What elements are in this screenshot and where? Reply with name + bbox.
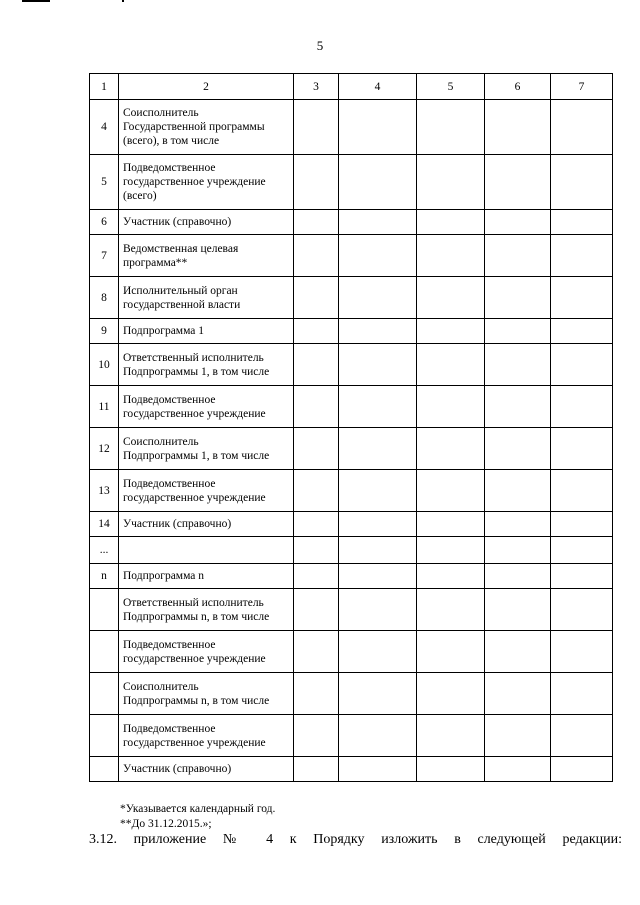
- value-cell-col-6: [485, 537, 551, 564]
- value-cell-col-4: [339, 319, 417, 344]
- table-row: [90, 210, 613, 235]
- value-cell-col-4: [339, 512, 417, 537]
- row-number-cell: 13: [90, 470, 119, 512]
- row-label-cell: Подпрограмма n: [119, 564, 294, 589]
- value-cell-col-6: [485, 757, 551, 782]
- value-cell-col-5: [417, 631, 485, 673]
- value-cell-col-3: [294, 673, 339, 715]
- value-cell-col-6: [485, 344, 551, 386]
- row-label-cell: Ответственный исполнитель Подпрограммы 1, в том числе: [119, 344, 294, 386]
- value-cell-col-6: [485, 319, 551, 344]
- value-cell-col-3: [294, 428, 339, 470]
- row-label-cell: Ведомственная целевая программа**: [119, 235, 294, 277]
- column-header-7: 7: [551, 74, 613, 100]
- row-number-cell: n: [90, 564, 119, 589]
- value-cell-col-5: [417, 277, 485, 319]
- row-number-cell: [90, 673, 119, 715]
- value-cell-col-5: [417, 673, 485, 715]
- value-cell-col-7: [551, 757, 613, 782]
- value-cell-col-6: [485, 277, 551, 319]
- row-label-cell: Участник (справочно): [119, 210, 294, 235]
- value-cell-col-3: [294, 564, 339, 589]
- value-cell-col-4: [339, 428, 417, 470]
- value-cell-col-5: [417, 235, 485, 277]
- row-number-cell: 9: [90, 319, 119, 344]
- value-cell-col-4: [339, 564, 417, 589]
- column-header-1: 1: [90, 74, 119, 100]
- value-cell-col-7: [551, 319, 613, 344]
- column-header-4: 4: [339, 74, 417, 100]
- budget-table: [89, 73, 613, 782]
- column-header-3: 3: [294, 74, 339, 100]
- value-cell-col-5: [417, 715, 485, 757]
- value-cell-col-4: [339, 210, 417, 235]
- row-label-cell: Подпрограмма 1: [119, 319, 294, 344]
- value-cell-col-4: [339, 757, 417, 782]
- value-cell-col-3: [294, 512, 339, 537]
- row-label-cell: Соисполнитель Государственной программы (всего), в том числе: [119, 100, 294, 155]
- row-number-cell: 5: [90, 155, 119, 210]
- value-cell-col-5: [417, 757, 485, 782]
- footnote-deadline: **До 31.12.2015.»;: [120, 818, 212, 830]
- value-cell-col-7: [551, 715, 613, 757]
- table-row: [90, 715, 613, 757]
- value-cell-col-3: [294, 277, 339, 319]
- value-cell-col-7: [551, 512, 613, 537]
- value-cell-col-7: [551, 631, 613, 673]
- value-cell-col-6: [485, 428, 551, 470]
- value-cell-col-6: [485, 100, 551, 155]
- value-cell-col-3: [294, 210, 339, 235]
- table-row: [90, 155, 613, 210]
- value-cell-col-7: [551, 470, 613, 512]
- value-cell-col-6: [485, 235, 551, 277]
- value-cell-col-6: [485, 631, 551, 673]
- value-cell-col-4: [339, 631, 417, 673]
- table-row: [90, 470, 613, 512]
- value-cell-col-3: [294, 155, 339, 210]
- table-row: [90, 564, 613, 589]
- row-label-cell: Подведомственное государственное учреждение: [119, 631, 294, 673]
- row-number-cell: 14: [90, 512, 119, 537]
- value-cell-col-7: [551, 344, 613, 386]
- table-row: [90, 512, 613, 537]
- value-cell-col-4: [339, 673, 417, 715]
- value-cell-col-6: [485, 564, 551, 589]
- value-cell-col-7: [551, 386, 613, 428]
- row-label-cell: Подведомственное государственное учреждение (всего): [119, 155, 294, 210]
- value-cell-col-4: [339, 470, 417, 512]
- value-cell-col-5: [417, 512, 485, 537]
- row-label-cell: Соисполнитель Подпрограммы n, в том числе: [119, 673, 294, 715]
- table-row: [90, 631, 613, 673]
- page-number: 5: [316, 38, 324, 53]
- row-label-cell: Подведомственное государственное учреждение: [119, 715, 294, 757]
- value-cell-col-3: [294, 589, 339, 631]
- column-header-2: 2: [119, 74, 294, 100]
- row-label-cell: Подведомственное государственное учреждение: [119, 386, 294, 428]
- value-cell-col-6: [485, 715, 551, 757]
- value-cell-col-5: [417, 319, 485, 344]
- value-cell-col-3: [294, 757, 339, 782]
- table-row: [90, 277, 613, 319]
- table-header-row: [90, 74, 613, 100]
- value-cell-col-7: [551, 564, 613, 589]
- row-number-cell: [90, 757, 119, 782]
- value-cell-col-7: [551, 155, 613, 210]
- value-cell-col-5: [417, 344, 485, 386]
- row-number-cell: 12: [90, 428, 119, 470]
- value-cell-col-4: [339, 277, 417, 319]
- value-cell-col-7: [551, 210, 613, 235]
- row-label-cell: [119, 537, 294, 564]
- value-cell-col-5: [417, 564, 485, 589]
- value-cell-col-5: [417, 100, 485, 155]
- value-cell-col-3: [294, 344, 339, 386]
- table-row: [90, 100, 613, 155]
- table-row: [90, 589, 613, 631]
- row-number-cell: [90, 589, 119, 631]
- table-row: [90, 235, 613, 277]
- table-body: [90, 100, 613, 782]
- row-number-cell: 8: [90, 277, 119, 319]
- row-label-cell: Исполнительный орган государственной власти: [119, 277, 294, 319]
- value-cell-col-7: [551, 589, 613, 631]
- row-number-cell: 7: [90, 235, 119, 277]
- footnotes: [120, 802, 275, 832]
- value-cell-col-3: [294, 470, 339, 512]
- value-cell-col-4: [339, 155, 417, 210]
- value-cell-col-4: [339, 589, 417, 631]
- row-number-cell: ...: [90, 537, 119, 564]
- value-cell-col-5: [417, 386, 485, 428]
- header-dot-mark: [122, 0, 124, 2]
- row-number-cell: 10: [90, 344, 119, 386]
- value-cell-col-6: [485, 210, 551, 235]
- value-cell-col-3: [294, 100, 339, 155]
- table-row: [90, 537, 613, 564]
- row-number-cell: 6: [90, 210, 119, 235]
- value-cell-col-6: [485, 386, 551, 428]
- value-cell-col-3: [294, 537, 339, 564]
- row-label-cell: Ответственный исполнитель Подпрограммы n, в том числе: [119, 589, 294, 631]
- value-cell-col-4: [339, 235, 417, 277]
- value-cell-col-4: [339, 100, 417, 155]
- value-cell-col-4: [339, 715, 417, 757]
- value-cell-col-6: [485, 155, 551, 210]
- row-label-cell: Подведомственное государственное учреждение: [119, 470, 294, 512]
- footnote-calendar-year: *Указывается календарный год.: [120, 803, 276, 815]
- column-header-5: 5: [417, 74, 485, 100]
- value-cell-col-5: [417, 537, 485, 564]
- row-label-cell: Соисполнитель Подпрограммы 1, в том числе: [119, 428, 294, 470]
- value-cell-col-7: [551, 673, 613, 715]
- value-cell-col-7: [551, 428, 613, 470]
- value-cell-col-6: [485, 470, 551, 512]
- value-cell-col-6: [485, 673, 551, 715]
- row-number-cell: 4: [90, 100, 119, 155]
- value-cell-col-3: [294, 319, 339, 344]
- row-label-cell: Участник (справочно): [119, 757, 294, 782]
- row-number-cell: [90, 715, 119, 757]
- value-cell-col-5: [417, 470, 485, 512]
- row-number-cell: 11: [90, 386, 119, 428]
- row-number-cell: [90, 631, 119, 673]
- value-cell-col-7: [551, 100, 613, 155]
- value-cell-col-5: [417, 589, 485, 631]
- table-row: [90, 428, 613, 470]
- value-cell-col-6: [485, 589, 551, 631]
- value-cell-col-3: [294, 631, 339, 673]
- value-cell-col-7: [551, 537, 613, 564]
- value-cell-col-4: [339, 344, 417, 386]
- table-row: [90, 344, 613, 386]
- value-cell-col-3: [294, 235, 339, 277]
- value-cell-col-4: [339, 386, 417, 428]
- closing-instruction: 3.12. приложение № 4 к Порядку изложить в следующей редакции:: [89, 832, 622, 847]
- value-cell-col-5: [417, 155, 485, 210]
- value-cell-col-7: [551, 277, 613, 319]
- value-cell-col-5: [417, 210, 485, 235]
- table-row: [90, 319, 613, 344]
- value-cell-col-3: [294, 715, 339, 757]
- row-label-cell: Участник (справочно): [119, 512, 294, 537]
- header-rule-mark: [22, 0, 50, 2]
- table-row: [90, 386, 613, 428]
- value-cell-col-5: [417, 428, 485, 470]
- value-cell-col-3: [294, 386, 339, 428]
- value-cell-col-6: [485, 512, 551, 537]
- table-row: [90, 673, 613, 715]
- value-cell-col-7: [551, 235, 613, 277]
- table-row: [90, 757, 613, 782]
- value-cell-col-4: [339, 537, 417, 564]
- column-header-6: 6: [485, 74, 551, 100]
